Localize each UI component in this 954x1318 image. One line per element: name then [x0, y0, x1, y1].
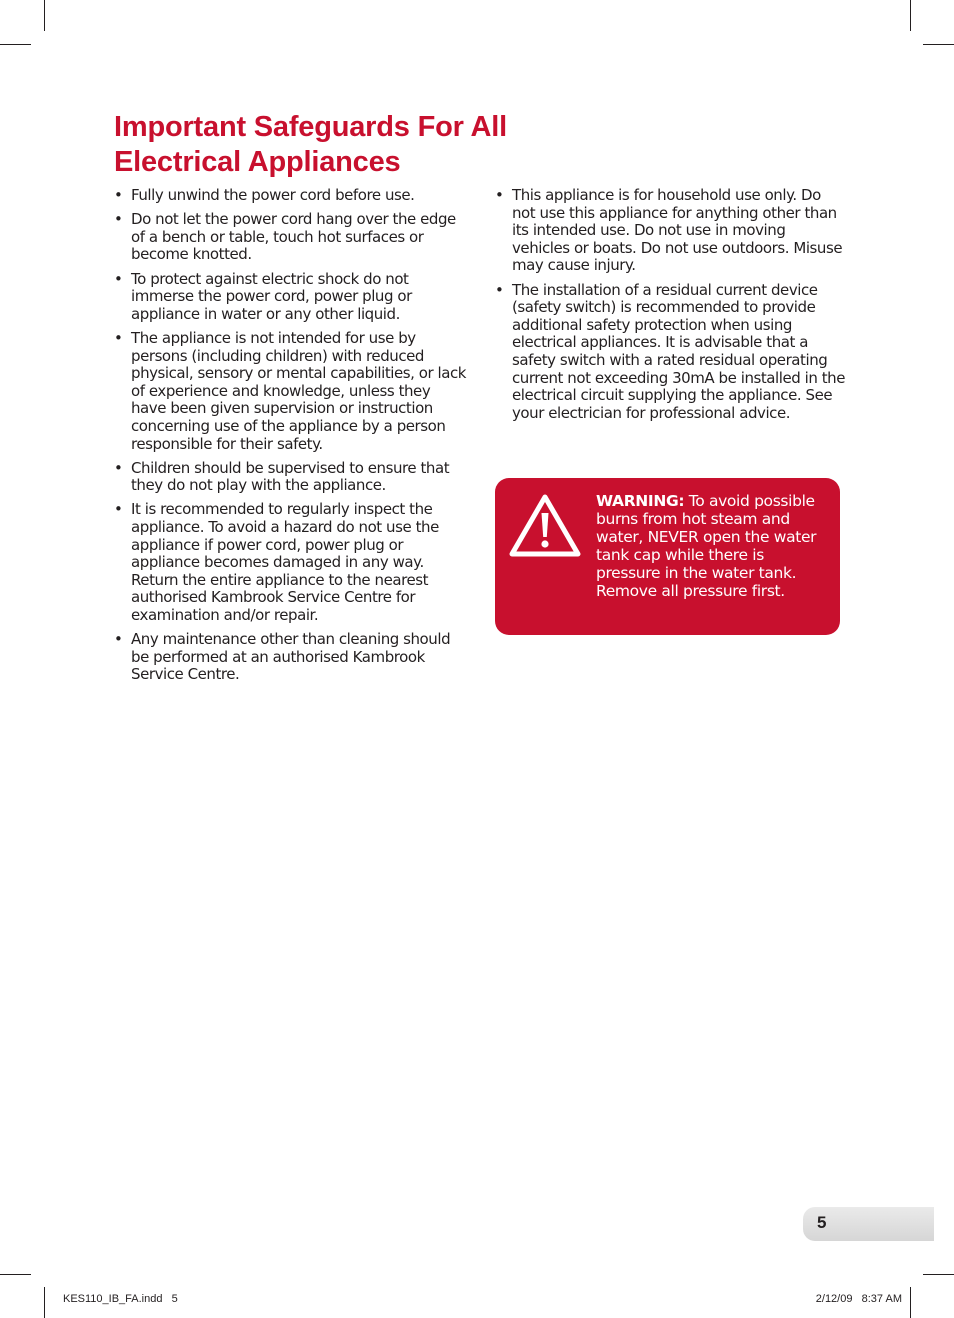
crop-mark — [910, 1287, 911, 1318]
page-title — [114, 110, 507, 180]
page-number: 5 — [817, 1213, 827, 1232]
crop-mark — [923, 1274, 954, 1275]
page-number-tab — [803, 1207, 934, 1241]
page-title-line-1: Important Safeguards For All — [114, 111, 507, 143]
safeguards-left-column — [114, 187, 466, 691]
footer-file-name: KES110_IB_FA.indd 5 — [63, 1293, 178, 1305]
safeguard-item: • It is recommended to regularly inspect the appliance. To avoid a hazard do not use the appliance if power cord, power plug or appliance becomes damaged in any way. Return the entire appliance to the nearest authorised Kambrook Service Centre for examination and/or repair. — [114, 501, 466, 624]
safeguard-item: • This appliance is for household use only. Do not use this appliance for anything other than its intended use. Do not use in moving vehicles or boats. Do not use outdoors. Misuse may cause injury. — [495, 187, 845, 275]
crop-mark — [0, 1274, 31, 1275]
safeguard-item: • Fully unwind the power cord before use. — [114, 187, 466, 205]
crop-mark — [0, 44, 31, 45]
warning-label: WARNING: — [596, 492, 685, 510]
page-title-line-2: Electrical Appliances — [114, 146, 401, 178]
safeguard-item: • The appliance is not intended for use by persons (including children) with reduced physical, sensory or mental capabilities, or lack of experience and knowledge, unless they have been given supervision or instruction concerning use of the appliance by a person responsible for their safety. — [114, 330, 466, 453]
crop-mark — [910, 0, 911, 31]
warning-triangle-icon — [509, 493, 581, 557]
safeguard-item: • Children should be supervised to ensure that they do not play with the appliance. — [114, 460, 466, 495]
safeguard-item: • Any maintenance other than cleaning should be performed at an authorised Kambrook Service Centre. — [114, 631, 466, 684]
crop-mark — [923, 44, 954, 45]
safeguard-item: • To protect against electric shock do not immerse the power cord, power plug or appliance in water or any other liquid. — [114, 271, 466, 324]
warning-message: To avoid possible burns from hot steam and water, NEVER open the water tank cap while there is pressure in the water tank. Remove all pressure first. — [596, 492, 817, 600]
footer-timestamp: 2/12/09 8:37 AM — [815, 1293, 902, 1305]
safeguards-right-column — [495, 187, 845, 429]
warning-box — [495, 478, 840, 635]
safeguard-item: • Do not let the power cord hang over the edge of a bench or table, touch hot surfaces or become knotted. — [114, 211, 466, 264]
crop-mark — [44, 1287, 45, 1318]
warning-text — [596, 493, 828, 600]
crop-mark — [44, 0, 45, 31]
safeguard-item: • The installation of a residual current device (safety switch) is recommended to provide additional safety protection when using electrical appliances. It is advisable that a safety switch with a rated residual operating current not exceeding 30mA be installed in the electrical circuit supplying the appliance. See your electrician for professional advice. — [495, 282, 845, 423]
